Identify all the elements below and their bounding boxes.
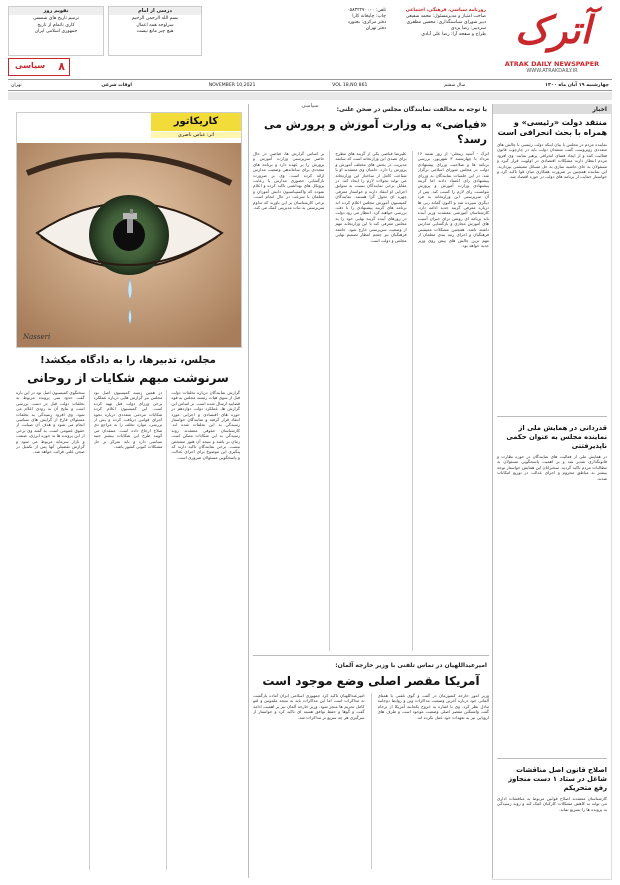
- lesson-box: [108, 6, 202, 56]
- center-divider: [253, 655, 489, 656]
- left-article-kicker[interactable]: مجلس، تدبیر‌ها، را به دادگاه میکشد!: [40, 355, 216, 366]
- website-link[interactable]: WWW.ATRAKDAILY.IR: [526, 68, 578, 74]
- section-banner: [8, 92, 612, 109]
- masthead: [8, 6, 612, 78]
- story3-headline[interactable]: اصلاح قانون اصل مناقشات شاغل در ستاد ۱ دست منجاوز رفع متحریکم: [508, 766, 607, 792]
- cartoon-illustration: [17, 113, 241, 347]
- story1-text: نماینده مردم در مجلس با بیان اینکه دولت رئیسی با چالش های متعددی روبروست گفت منتقدان دولت باید در چارچوب قانون فعالیت کنند و از ایجاد فضای انحرافی پرهیز نمایند. وی افزود مردم انتظار دارند مشکلات اقتصادی در اولویت قرار گیرد و مسئولان به جای حاشیه سازی به حل مسائل معیشتی بپردازند. این نماینده همچنین بر ضرورت همکاری میان قوا تاکید کرد و خواستار حمایت از برنامه های دولت در حوزه اقتصاد شد.: [497, 142, 607, 180]
- cartoon-box: [16, 112, 242, 348]
- date-year: سال ششم: [444, 82, 466, 88]
- imprint-line: سردبیر: رضا یزدی: [450, 26, 486, 31]
- left-article-headline[interactable]: سرنوشت مبهم شکایات از روحانی: [27, 371, 229, 385]
- imprint-block: [390, 8, 486, 38]
- page-number: ۸: [58, 60, 65, 73]
- contact-line: تلفن: ۰۵۸۳۲۲۷۰۰۰۰: [347, 8, 386, 13]
- story3-text: کارشناسان معتقدند اصلاح قوانین مربوط به مناقشات اداری می تواند به کاهش مشکلات کارکنان کمک کند و روند رسیدگی به پرونده ها را تسریع نماید.: [497, 796, 607, 812]
- story1-headline[interactable]: منتقد دولت «رئیسی» و همراه با بحث انحرافی است: [497, 118, 607, 137]
- lesson-line: هیچ چیز مانع نیست: [136, 29, 174, 34]
- imprint-line: صاحب امتیاز و مدیرمسئول: محمد شفیعی: [405, 14, 486, 19]
- calendar-line: جمهوری اسلامی ایران: [34, 29, 78, 34]
- center-top-kicker: با توجه به مخالفت نمایندگان مجلس در صحن علنی:: [336, 106, 487, 113]
- center-bottom-article: [253, 660, 489, 878]
- page-label-box: [8, 58, 70, 76]
- left-article-col1: گزارش نمایندگان درباره تخلفات دولت قبل از سوی هیات رئیسه مجلس به قوه قضاییه ارسال شده است. بر اساس این گزارش ها، عملکرد دولت دوازدهم در حوزه های اقتصادی و اجرایی مورد انتقاد قرار گرفته و نمایندگان خواستار رسیدگی به این تخلفات شده اند. کارشناسان حقوقی معتقدند روند رسیدگی به این شکایات ممکن است زمان بر باشد و نتیجه آن هنوز مشخص نیست. برخی نمایندگان تاکید دارند که پیگیری این موضوع برای اجرای عدالت و پاسخگویی مسئولان ضروری است.: [171, 390, 240, 460]
- calendar-box: [8, 6, 104, 56]
- calendar-line: ترمیم تاریخ های شمسی: [32, 16, 80, 21]
- lesson-line: سرلوحه همه اعمال: [136, 23, 174, 28]
- logo-text: آترک: [514, 7, 592, 52]
- cartoon-signature: Nasseri: [23, 333, 51, 341]
- contact-line: دفتر تهران: [365, 26, 386, 31]
- center-top-col2: علیرضا فیاضی یکی از گزینه های مطرح برای تصدی این وزارتخانه است که سابقه مدیریت در بخش های مختلف آموزش و پرورش را دارد. حامیان وی معتقدند او با شناخت کامل از ساختار این وزارتخانه می تواند تحولات لازم را ایجاد کند. در مقابل برخی نمایندگان نسبت به سوابق اجرایی او انتقاد دارند و خواستار معرفی چهره ای تحول گرا هستند. نمایندگان کمیسیون آموزش مجلس اعلام کرده اند برنامه های گزینه پیشنهادی را با دقت بررسی خواهند کرد. انتظار می رود دولت در روزهای آینده گزینه نهایی خود را به مجلس معرفی کند تا این وزارتخانه مهم از وضعیت سرپرستی خارج شود. جامعه فرهنگیان نیز چشم انتظار تصمیم نهایی مجلس و دولت است.: [335, 151, 407, 243]
- section-label: سیاسی: [301, 103, 319, 109]
- right-column: [492, 104, 612, 880]
- center-bottom-headline[interactable]: آمریکا مقصر اصلی وضع موجود است: [262, 674, 480, 688]
- center-bottom-kicker: امیرعبداللهیان در تماس تلفنی با وزیر خارجه آلمان:: [335, 662, 487, 669]
- contact-line: دفتر مرکزی: بجنورد: [347, 20, 386, 25]
- imprint-line: دبیر شورای سیاستگذاری: محسن مظفری: [406, 20, 486, 25]
- center-bottom-col2: امیرعبداللهیان تاکید کرد جمهوری اسلامی ایران آماده بازگشت به مذاکرات است اما این مذاکرات باید به نتیجه ملموس و لغو کامل تحریم ها منجر شود. وزیر خارجه آلمان نیز بر اهمیت ادامه گفت و گوها و حفظ توافق هسته ای تاکید کرد و خواستار از سرگیری هر چه سریع تر مذاکرات شد.: [253, 693, 365, 720]
- contact-block: [310, 8, 386, 32]
- left-center-separator: [248, 104, 249, 878]
- left-article-col2: در همین زمینه کمیسیون اصل نود مجلس نیز گزارش هایی درباره عملکرد برخی وزرای دولت قبل تهیه کرده است. این کمیسیون اعلام کرده شکایات مردمی متعددی درباره نحوه اجرای قوانین دریافت کرده و پس از بررسی، موارد تخلف را به مراجع ذی صلاح ارجاع داده است. منتقدان می گویند طرح این شکایات بیشتر جنبه سیاسی دارد و باید تمرکز بر حل مشکلات کنونی کشور باشد.: [93, 390, 163, 450]
- story2-headline[interactable]: قدردانی در همایش ملی از نماینده مجلس به عنوان حکمی ناپذیرفتنی: [506, 424, 607, 450]
- page-label: سیاسی: [15, 61, 46, 70]
- cartoon-author: اثر: عباس ناصری: [151, 132, 241, 138]
- date-fa: چهارشنبه ۱۹ آبان ماه ۱۴۰۰: [545, 82, 609, 88]
- center-top-col3: بر اساس گزارش ها، فیاضی در حال حاضر سرپرستی وزارت آموزش و پرورش را بر عهده دارد و برنامه های متعددی برای ساماندهی وضعیت مدارس ارائه کرده است. وی بر ضرورت بازگشایی حضوری مدارس با رعایت پروتکل های بهداشتی تاکید کرده و اعلام نموده که واکسیناسیون دانش آموزان و معلمان با سرعت در حال انجام است. برخی کارشناسان بر این باورند که تداوم سرپرستی به ثبات مدیریتی کمک می کند.: [253, 151, 325, 211]
- left-article-col3: سخنگوی کمیسیون اصل نود در این باره گفت حدود سی پرونده مربوط به تخلفات دولت قبل در دست بررسی است و نتایج آن به زودی اعلام می شود. وی افزود رسیدگی به تخلفات مسئولان فارغ از گرایش های سیاسی انجام می شود و هدف آن صیانت از حقوق عمومی است. به گفته وی برخی از این پرونده ها به حوزه انرژی، صنعت و بازار سرمایه مربوط می شود و گزارش تفصیلی آنها پس از تکمیل در صحن علنی قرائت خواهد شد.: [16, 390, 85, 455]
- newspaper-name-en: ATRAK DAILY NEWSPAPER: [504, 60, 600, 68]
- date-volume: VOL 18,NO 861: [332, 82, 368, 88]
- left-article: [16, 352, 240, 878]
- date-bar: [8, 79, 612, 91]
- contact-line: چاپ: چاپخانه کارا: [352, 14, 386, 19]
- lesson-line: بسم الله الرحمن الرحیم: [131, 16, 179, 21]
- prayer-times-label: اوقات شرعی: [101, 82, 132, 88]
- center-right-separator: [492, 104, 493, 878]
- prayer-city: تهران: [11, 82, 22, 88]
- center-top-col1: اترک - آسیه زینعلی- از روز شنبه ۱۶ مرداد تا چهارشنبه ۳ شهریور، بررسی برنامه ها و صلاحیت وزرای پیشنهادی دولت در مجلس شورای اسلامی برگزار شد. در این جلسات نمایندگان به وزرای پیشنهادی رای اعتماد دادند اما گزینه پیشنهادی وزارت آموزش و پرورش نتوانست رای لازم را کسب کند. پس از آن سرپرستی این وزارتخانه به فرد دیگری سپرده شد و اکنون گمانه زنی ها درباره معرفی گزینه جدید ادامه دارد. کارشناسان آموزشی معتقدند وزیر آینده باید برنامه ای روشن برای جبران آسیب های آموزش مجازی و بازگشایی مدارس داشته باشد. همچنین مشکلات معیشتی فرهنگیان و اجرای رتبه بندی معلمان از مهم ترین چالش های پیش روی وزیر جدید خواهد بود.: [417, 151, 489, 248]
- calendar-line: کاری ناتمام از تاریخ: [37, 23, 75, 28]
- story2-text: در همایش ملی از فعالیت های نمایندگان در حوزه نظارت و قانونگذاری تقدیر شد و بر اهمیت پاسخگویی مسئولان به مطالبات مردم تاکید گردید. سخنرانان این همایش خواستار توجه بیشتر به مناطق محروم و اجرای عدالت در توزیع امکانات شدند.: [497, 454, 607, 481]
- imprint-title: روزنامه سیاسی، فرهنگی، اجتماعی: [405, 8, 486, 13]
- center-top-headline[interactable]: «فیاضی» به وزارت آموزش و پرورش می رسد؟: [264, 118, 487, 146]
- imprint-line: طراح و صفحه آرا: رضا علی آبادی: [421, 32, 486, 37]
- right-column-header: اخبار: [493, 105, 611, 114]
- center-top-article: [253, 104, 489, 652]
- cartoon-title: کاریکاتور: [173, 116, 219, 127]
- lesson-title: درسی از امام: [109, 7, 201, 15]
- center-bottom-col1: وزیر امور خارجه کشورمان در گفت و گوی تلفنی با همتای آلمانی خود درباره آخرین وضعیت مذاکرات وین و روابط دوجانبه تبادل نظر کرد. وی با اشاره به خروج یکجانبه آمریکا از برجام گفت واشنگتن مقصر اصلی وضعیت موجود است و طرف های اروپایی نیز به تعهدات خود عمل نکرده اند.: [377, 693, 489, 720]
- calendar-title: تقویم روز: [9, 7, 103, 15]
- logo: [494, 6, 612, 58]
- date-en: NOVEMBER 10,2021: [208, 82, 256, 88]
